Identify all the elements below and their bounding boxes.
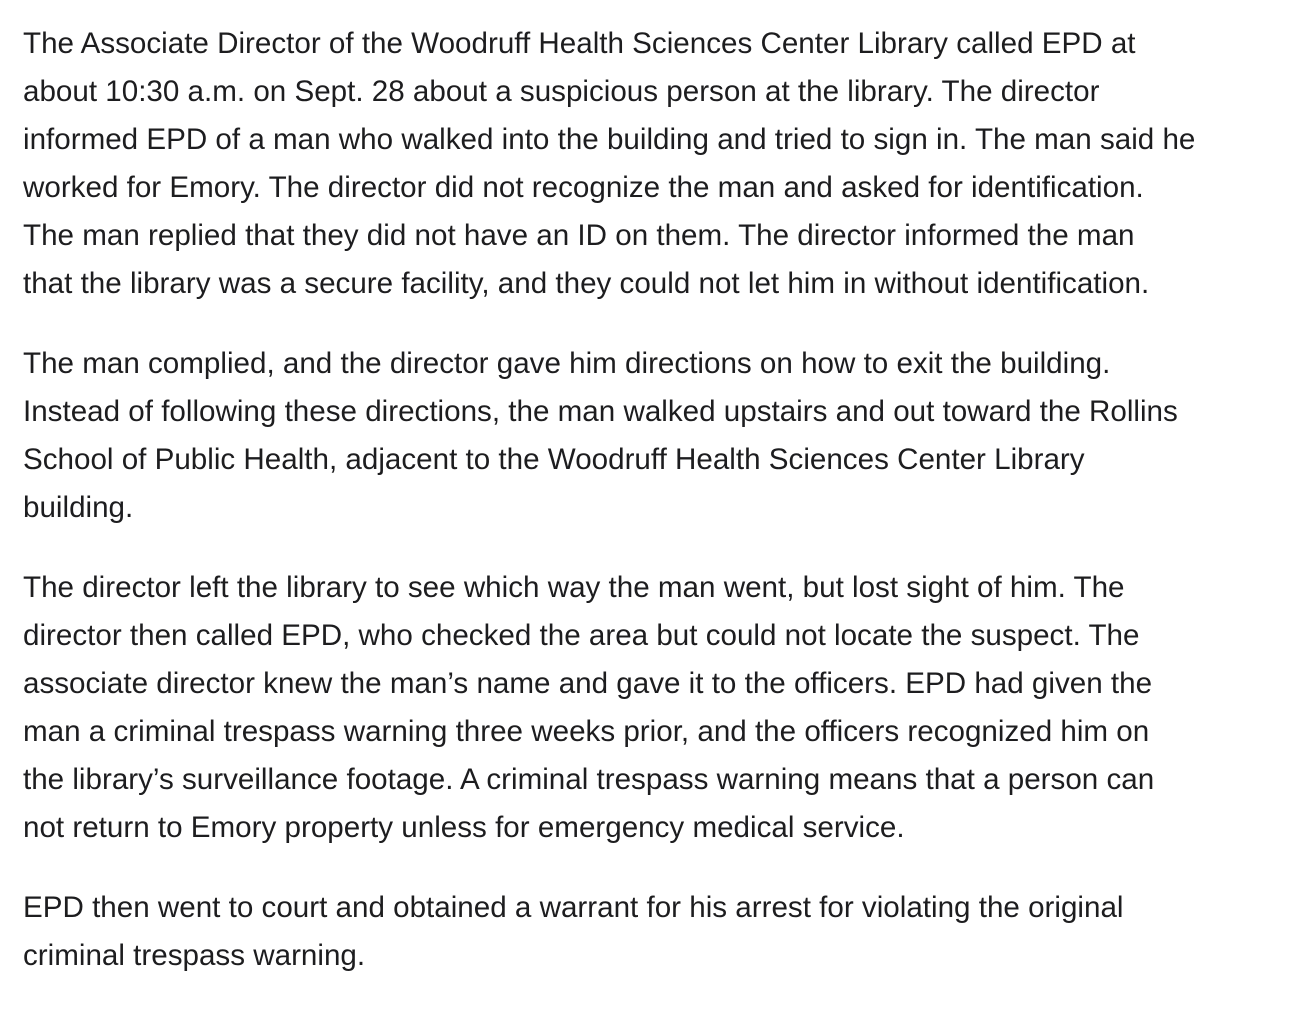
paragraph-line: criminal trespass warning. bbox=[23, 939, 366, 972]
paragraph-4 bbox=[23, 884, 1316, 980]
paragraph-line: School of Public Health, adjacent to the Woodruff Health Sciences Center Library bbox=[23, 443, 1085, 476]
paragraph-line: that the library was a secure facility, and they could not let him in without identification. bbox=[23, 267, 1150, 300]
paragraph-line: The man complied, and the director gave him directions on how to exit the building. bbox=[23, 347, 1111, 380]
paragraph-line: about 10:30 a.m. on Sept. 28 about a suspicious person at the library. The director bbox=[23, 75, 1100, 108]
paragraph-line: the library’s surveillance footage. A criminal trespass warning means that a person can bbox=[23, 763, 1155, 796]
paragraph-line: worked for Emory. The director did not recognize the man and asked for identification. bbox=[23, 171, 1144, 204]
paragraph-3 bbox=[23, 564, 1316, 852]
paragraph-line: EPD then went to court and obtained a warrant for his arrest for violating the original bbox=[23, 891, 1124, 924]
paragraph-line: The Associate Director of the Woodruff Health Sciences Center Library called EPD at bbox=[23, 27, 1136, 60]
paragraph-line: associate director knew the man’s name and gave it to the officers. EPD had given the bbox=[23, 667, 1153, 700]
paragraph-1 bbox=[23, 20, 1316, 308]
paragraph-line: Instead of following these directions, the man walked upstairs and out toward the Rollins bbox=[23, 395, 1178, 428]
paragraph-line: The man replied that they did not have an ID on them. The director informed the man bbox=[23, 219, 1135, 252]
paragraph-line: building. bbox=[23, 491, 134, 524]
paragraph-2 bbox=[23, 340, 1316, 532]
paragraph-line: not return to Emory property unless for emergency medical service. bbox=[23, 811, 905, 844]
paragraph-line: director then called EPD, who checked the area but could not locate the suspect. The bbox=[23, 619, 1140, 652]
paragraph-line: The director left the library to see which way the man went, but lost sight of him. The bbox=[23, 571, 1125, 604]
paragraph-line: informed EPD of a man who walked into the building and tried to sign in. The man said he bbox=[23, 123, 1196, 156]
paragraph-line: man a criminal trespass warning three weeks prior, and the officers recognized him on bbox=[23, 715, 1150, 748]
